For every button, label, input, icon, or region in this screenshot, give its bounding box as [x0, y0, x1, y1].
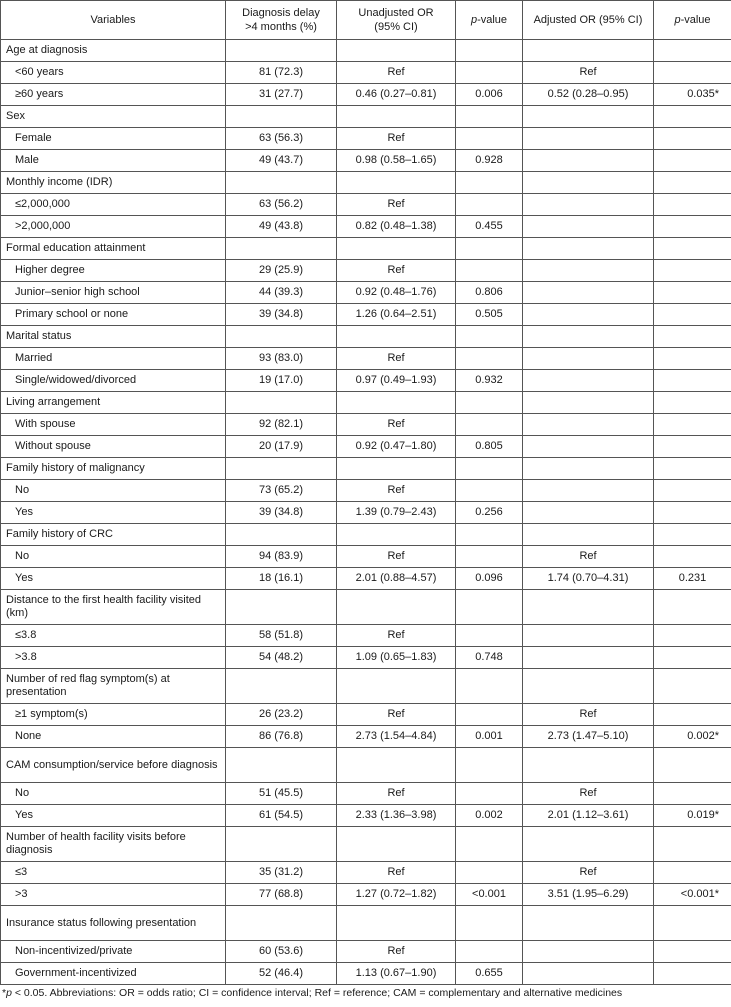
- row-label: ≥60 years: [1, 84, 226, 106]
- adjusted-p-value-cell: [654, 414, 731, 436]
- p-value-cell: [456, 348, 523, 370]
- unadjusted-or-cell: 1.27 (0.72–1.82): [337, 884, 456, 906]
- adjusted-or-cell: 1.74 (0.70–4.31): [523, 568, 654, 590]
- empty-cell: [226, 906, 337, 941]
- empty-cell: [226, 238, 337, 260]
- delay-cell: 44 (39.3): [226, 282, 337, 304]
- row-label: Female: [1, 128, 226, 150]
- empty-cell: [337, 106, 456, 128]
- table-row: [1, 805, 731, 827]
- group-label: Age at diagnosis: [1, 40, 226, 62]
- unadjusted-or-cell: 1.39 (0.79–2.43): [337, 502, 456, 524]
- row-label: Junior–senior high school: [1, 282, 226, 304]
- unadjusted-or-cell: 0.92 (0.48–1.76): [337, 282, 456, 304]
- adjusted-or-cell: [523, 370, 654, 392]
- empty-cell: [226, 172, 337, 194]
- unadjusted-or-cell: 2.01 (0.88–4.57): [337, 568, 456, 590]
- unadjusted-or-cell: 0.46 (0.27–0.81): [337, 84, 456, 106]
- empty-cell: [337, 524, 456, 546]
- table-row: [1, 862, 731, 884]
- row-label: ≤3.8: [1, 625, 226, 647]
- table-row: [1, 216, 731, 238]
- delay-cell: 58 (51.8): [226, 625, 337, 647]
- unadjusted-or-cell: Ref: [337, 128, 456, 150]
- table-row: [1, 647, 731, 669]
- adjusted-or-cell: [523, 260, 654, 282]
- table-body: [1, 40, 731, 985]
- unadjusted-or-cell: Ref: [337, 941, 456, 963]
- p-value-cell: 0.655: [456, 963, 523, 985]
- unadjusted-or-cell: 0.92 (0.47–1.80): [337, 436, 456, 458]
- empty-cell: [523, 458, 654, 480]
- table-row: [1, 625, 731, 647]
- group-row: [1, 458, 731, 480]
- empty-cell: [523, 326, 654, 348]
- group-row: [1, 906, 731, 941]
- empty-cell: [337, 827, 456, 862]
- row-label: No: [1, 480, 226, 502]
- empty-cell: [226, 40, 337, 62]
- p-value-cell: 0.455: [456, 216, 523, 238]
- empty-cell: [456, 238, 523, 260]
- adjusted-p-value-cell: [654, 282, 731, 304]
- row-label: ≥1 symptom(s): [1, 704, 226, 726]
- empty-cell: [226, 748, 337, 783]
- group-label: Number of health facility visits before diagnosis: [1, 827, 226, 862]
- unadjusted-or-cell: Ref: [337, 625, 456, 647]
- row-label: >3: [1, 884, 226, 906]
- group-row: [1, 172, 731, 194]
- empty-cell: [523, 106, 654, 128]
- delay-cell: 49 (43.7): [226, 150, 337, 172]
- empty-cell: [654, 326, 731, 348]
- empty-cell: [337, 238, 456, 260]
- unadjusted-or-cell: Ref: [337, 480, 456, 502]
- empty-cell: [337, 40, 456, 62]
- group-label: Insurance status following presentation: [1, 906, 226, 941]
- group-label: Living arrangement: [1, 392, 226, 414]
- adjusted-or-cell: [523, 502, 654, 524]
- row-label: ≤3: [1, 862, 226, 884]
- adjusted-or-cell: [523, 647, 654, 669]
- row-label: Without spouse: [1, 436, 226, 458]
- adjusted-p-value-cell: [654, 348, 731, 370]
- empty-cell: [337, 748, 456, 783]
- header-variables: Variables: [1, 1, 226, 40]
- delay-cell: 26 (23.2): [226, 704, 337, 726]
- group-label: CAM consumption/service before diagnosis: [1, 748, 226, 783]
- empty-cell: [654, 827, 731, 862]
- adjusted-p-value-cell: [654, 783, 731, 805]
- delay-cell: 35 (31.2): [226, 862, 337, 884]
- empty-cell: [456, 590, 523, 625]
- table-header: [1, 1, 731, 40]
- empty-cell: [226, 458, 337, 480]
- delay-cell: 31 (27.7): [226, 84, 337, 106]
- group-row: [1, 827, 731, 862]
- adjusted-or-cell: Ref: [523, 862, 654, 884]
- delay-cell: 94 (83.9): [226, 546, 337, 568]
- adjusted-or-cell: 3.51 (1.95–6.29): [523, 884, 654, 906]
- p-value-cell: [456, 260, 523, 282]
- table-row: [1, 414, 731, 436]
- group-label: Marital status: [1, 326, 226, 348]
- table-row: [1, 370, 731, 392]
- group-row: [1, 326, 731, 348]
- row-label: Non-incentivized/private: [1, 941, 226, 963]
- footnote: *p < 0.05. Abbreviations: OR = odds ratio; CI = confidence interval; Ref = reference; CAM = complementary and alternative medicines: [2, 987, 623, 999]
- group-row: [1, 590, 731, 625]
- row-label: Higher degree: [1, 260, 226, 282]
- row-label: >3.8: [1, 647, 226, 669]
- delay-cell: 63 (56.2): [226, 194, 337, 216]
- empty-cell: [456, 524, 523, 546]
- adjusted-p-value-cell: [654, 546, 731, 568]
- group-label: Monthly income (IDR): [1, 172, 226, 194]
- header-diagnosis-delay: Diagnosis delay >4 months (%): [226, 1, 337, 40]
- unadjusted-or-cell: Ref: [337, 862, 456, 884]
- group-label: Number of red flag symptom(s) at presentation: [1, 669, 226, 704]
- p-value-cell: 0.928: [456, 150, 523, 172]
- delay-cell: 18 (16.1): [226, 568, 337, 590]
- empty-cell: [226, 326, 337, 348]
- adjusted-p-value-cell: [654, 862, 731, 884]
- p-value-cell: [456, 480, 523, 502]
- delay-cell: 39 (34.8): [226, 304, 337, 326]
- unadjusted-or-cell: Ref: [337, 62, 456, 84]
- table-row: [1, 704, 731, 726]
- empty-cell: [226, 590, 337, 625]
- p-value-cell: [456, 783, 523, 805]
- empty-cell: [654, 590, 731, 625]
- adjusted-p-value-cell: [654, 260, 731, 282]
- adjusted-or-cell: 2.73 (1.47–5.10): [523, 726, 654, 748]
- empty-cell: [456, 669, 523, 704]
- group-label: Formal education attainment: [1, 238, 226, 260]
- empty-cell: [654, 106, 731, 128]
- empty-cell: [337, 458, 456, 480]
- empty-cell: [654, 392, 731, 414]
- delay-cell: 73 (65.2): [226, 480, 337, 502]
- adjusted-p-value-cell: [654, 647, 731, 669]
- row-label: <60 years: [1, 62, 226, 84]
- p-value-cell: 0.256: [456, 502, 523, 524]
- p-value-cell: 0.006: [456, 84, 523, 106]
- delay-cell: 52 (46.4): [226, 963, 337, 985]
- unadjusted-or-cell: Ref: [337, 783, 456, 805]
- adjusted-p-value-cell: [654, 704, 731, 726]
- table-row: [1, 304, 731, 326]
- adjusted-or-cell: [523, 128, 654, 150]
- empty-cell: [456, 458, 523, 480]
- unadjusted-or-cell: Ref: [337, 704, 456, 726]
- group-row: [1, 748, 731, 783]
- table-row: [1, 128, 731, 150]
- p-value-cell: [456, 546, 523, 568]
- unadjusted-or-cell: Ref: [337, 260, 456, 282]
- adjusted-p-value-cell: [654, 502, 731, 524]
- adjusted-p-value-cell: [654, 62, 731, 84]
- p-value-cell: 0.096: [456, 568, 523, 590]
- delay-cell: 92 (82.1): [226, 414, 337, 436]
- empty-cell: [456, 827, 523, 862]
- group-label: Family history of CRC: [1, 524, 226, 546]
- unadjusted-or-cell: Ref: [337, 348, 456, 370]
- adjusted-p-value-cell: [654, 150, 731, 172]
- empty-cell: [523, 827, 654, 862]
- delay-cell: 81 (72.3): [226, 62, 337, 84]
- adjusted-or-cell: [523, 150, 654, 172]
- table-row: [1, 260, 731, 282]
- empty-cell: [654, 458, 731, 480]
- adjusted-p-value-cell: [654, 216, 731, 238]
- table-row: [1, 194, 731, 216]
- p-value-cell: [456, 704, 523, 726]
- row-label: Primary school or none: [1, 304, 226, 326]
- adjusted-p-value-cell: [654, 436, 731, 458]
- row-label: Male: [1, 150, 226, 172]
- unadjusted-or-cell: 0.82 (0.48–1.38): [337, 216, 456, 238]
- empty-cell: [337, 906, 456, 941]
- table-row: [1, 941, 731, 963]
- p-value-cell: 0.505: [456, 304, 523, 326]
- adjusted-or-cell: [523, 216, 654, 238]
- empty-cell: [523, 172, 654, 194]
- empty-cell: [226, 392, 337, 414]
- group-label: Distance to the first health facility visited (km): [1, 590, 226, 625]
- table-row: [1, 963, 731, 985]
- row-label: Yes: [1, 568, 226, 590]
- empty-cell: [456, 172, 523, 194]
- p-value-cell: [456, 625, 523, 647]
- empty-cell: [456, 906, 523, 941]
- table-row: [1, 282, 731, 304]
- delay-cell: 49 (43.8): [226, 216, 337, 238]
- adjusted-or-cell: [523, 304, 654, 326]
- adjusted-p-value-cell: [654, 625, 731, 647]
- adjusted-or-cell: Ref: [523, 783, 654, 805]
- adjusted-or-cell: [523, 282, 654, 304]
- adjusted-p-value-cell: 0.002*: [654, 726, 731, 748]
- empty-cell: [523, 524, 654, 546]
- row-label: No: [1, 546, 226, 568]
- p-value-cell: 0.805: [456, 436, 523, 458]
- delay-cell: 61 (54.5): [226, 805, 337, 827]
- adjusted-p-value-cell: [654, 304, 731, 326]
- table-row: [1, 348, 731, 370]
- adjusted-or-cell: Ref: [523, 704, 654, 726]
- delay-cell: 86 (76.8): [226, 726, 337, 748]
- unadjusted-or-cell: 2.33 (1.36–3.98): [337, 805, 456, 827]
- empty-cell: [523, 906, 654, 941]
- adjusted-p-value-cell: 0.019*: [654, 805, 731, 827]
- p-value-cell: 0.002: [456, 805, 523, 827]
- empty-cell: [456, 326, 523, 348]
- adjusted-or-cell: [523, 194, 654, 216]
- p-value-cell: 0.932: [456, 370, 523, 392]
- row-label: Government-incentivized: [1, 963, 226, 985]
- adjusted-p-value-cell: <0.001*: [654, 884, 731, 906]
- p-value-cell: [456, 62, 523, 84]
- delay-cell: 20 (17.9): [226, 436, 337, 458]
- adjusted-or-cell: [523, 963, 654, 985]
- header-adjusted-p-value: p-value: [654, 1, 731, 40]
- table-row: [1, 783, 731, 805]
- delay-cell: 29 (25.9): [226, 260, 337, 282]
- empty-cell: [523, 40, 654, 62]
- unadjusted-or-cell: Ref: [337, 546, 456, 568]
- group-label: Sex: [1, 106, 226, 128]
- delay-cell: 19 (17.0): [226, 370, 337, 392]
- table-row: [1, 62, 731, 84]
- row-label: None: [1, 726, 226, 748]
- header-p-value: p-value: [456, 1, 523, 40]
- table-row: [1, 546, 731, 568]
- empty-cell: [654, 172, 731, 194]
- delay-cell: 54 (48.2): [226, 647, 337, 669]
- row-label: Married: [1, 348, 226, 370]
- unadjusted-or-cell: 1.09 (0.65–1.83): [337, 647, 456, 669]
- table-row: [1, 884, 731, 906]
- p-value-cell: 0.748: [456, 647, 523, 669]
- adjusted-or-cell: [523, 941, 654, 963]
- table-row: [1, 84, 731, 106]
- row-label: >2,000,000: [1, 216, 226, 238]
- adjusted-or-cell: Ref: [523, 62, 654, 84]
- empty-cell: [523, 392, 654, 414]
- empty-cell: [337, 590, 456, 625]
- p-value-cell: [456, 862, 523, 884]
- empty-cell: [523, 748, 654, 783]
- empty-cell: [337, 392, 456, 414]
- adjusted-p-value-cell: [654, 480, 731, 502]
- table-row: [1, 502, 731, 524]
- adjusted-p-value-cell: [654, 194, 731, 216]
- group-row: [1, 40, 731, 62]
- empty-cell: [523, 590, 654, 625]
- adjusted-p-value-cell: 0.035*: [654, 84, 731, 106]
- p-value-cell: [456, 128, 523, 150]
- adjusted-p-value-cell: [654, 128, 731, 150]
- group-row: [1, 106, 731, 128]
- empty-cell: [654, 669, 731, 704]
- adjusted-p-value-cell: 0.231: [654, 568, 731, 590]
- unadjusted-or-cell: 1.26 (0.64–2.51): [337, 304, 456, 326]
- adjusted-or-cell: Ref: [523, 546, 654, 568]
- group-row: [1, 392, 731, 414]
- unadjusted-or-cell: Ref: [337, 414, 456, 436]
- empty-cell: [226, 524, 337, 546]
- empty-cell: [523, 669, 654, 704]
- empty-cell: [337, 669, 456, 704]
- adjusted-or-cell: 2.01 (1.12–3.61): [523, 805, 654, 827]
- empty-cell: [523, 238, 654, 260]
- adjusted-p-value-cell: [654, 941, 731, 963]
- row-label: Yes: [1, 805, 226, 827]
- empty-cell: [226, 827, 337, 862]
- p-value-cell: [456, 941, 523, 963]
- empty-cell: [654, 238, 731, 260]
- unadjusted-or-cell: Ref: [337, 194, 456, 216]
- empty-cell: [456, 106, 523, 128]
- empty-cell: [654, 524, 731, 546]
- delay-cell: 93 (83.0): [226, 348, 337, 370]
- empty-cell: [337, 172, 456, 194]
- empty-cell: [654, 40, 731, 62]
- table-row: [1, 726, 731, 748]
- adjusted-or-cell: 0.52 (0.28–0.95): [523, 84, 654, 106]
- empty-cell: [337, 326, 456, 348]
- unadjusted-or-cell: 1.13 (0.67–1.90): [337, 963, 456, 985]
- empty-cell: [654, 906, 731, 941]
- table-row: [1, 436, 731, 458]
- empty-cell: [226, 669, 337, 704]
- adjusted-or-cell: [523, 480, 654, 502]
- table-row: [1, 150, 731, 172]
- empty-cell: [226, 106, 337, 128]
- empty-cell: [456, 40, 523, 62]
- delay-cell: 39 (34.8): [226, 502, 337, 524]
- p-value-cell: [456, 194, 523, 216]
- adjusted-p-value-cell: [654, 370, 731, 392]
- group-row: [1, 524, 731, 546]
- group-row: [1, 669, 731, 704]
- p-value-cell: 0.806: [456, 282, 523, 304]
- row-label: ≤2,000,000: [1, 194, 226, 216]
- p-value-cell: 0.001: [456, 726, 523, 748]
- adjusted-or-cell: [523, 436, 654, 458]
- p-value-cell: <0.001: [456, 884, 523, 906]
- row-label: Single/widowed/divorced: [1, 370, 226, 392]
- empty-cell: [456, 748, 523, 783]
- empty-cell: [456, 392, 523, 414]
- group-row: [1, 238, 731, 260]
- delay-cell: 63 (56.3): [226, 128, 337, 150]
- empty-cell: [654, 748, 731, 783]
- table-row: [1, 480, 731, 502]
- delay-cell: 51 (45.5): [226, 783, 337, 805]
- unadjusted-or-cell: 0.97 (0.49–1.93): [337, 370, 456, 392]
- adjusted-or-cell: [523, 414, 654, 436]
- delay-cell: 60 (53.6): [226, 941, 337, 963]
- row-label: With spouse: [1, 414, 226, 436]
- group-label: Family history of malignancy: [1, 458, 226, 480]
- table-row: [1, 568, 731, 590]
- p-value-cell: [456, 414, 523, 436]
- row-label: No: [1, 783, 226, 805]
- unadjusted-or-cell: 2.73 (1.54–4.84): [337, 726, 456, 748]
- header-adjusted-or: Adjusted OR (95% CI): [523, 1, 654, 40]
- adjusted-or-cell: [523, 348, 654, 370]
- adjusted-or-cell: [523, 625, 654, 647]
- row-label: Yes: [1, 502, 226, 524]
- unadjusted-or-cell: 0.98 (0.58–1.65): [337, 150, 456, 172]
- header-unadjusted-or: Unadjusted OR (95% CI): [337, 1, 456, 40]
- adjusted-p-value-cell: [654, 963, 731, 985]
- delay-cell: 77 (68.8): [226, 884, 337, 906]
